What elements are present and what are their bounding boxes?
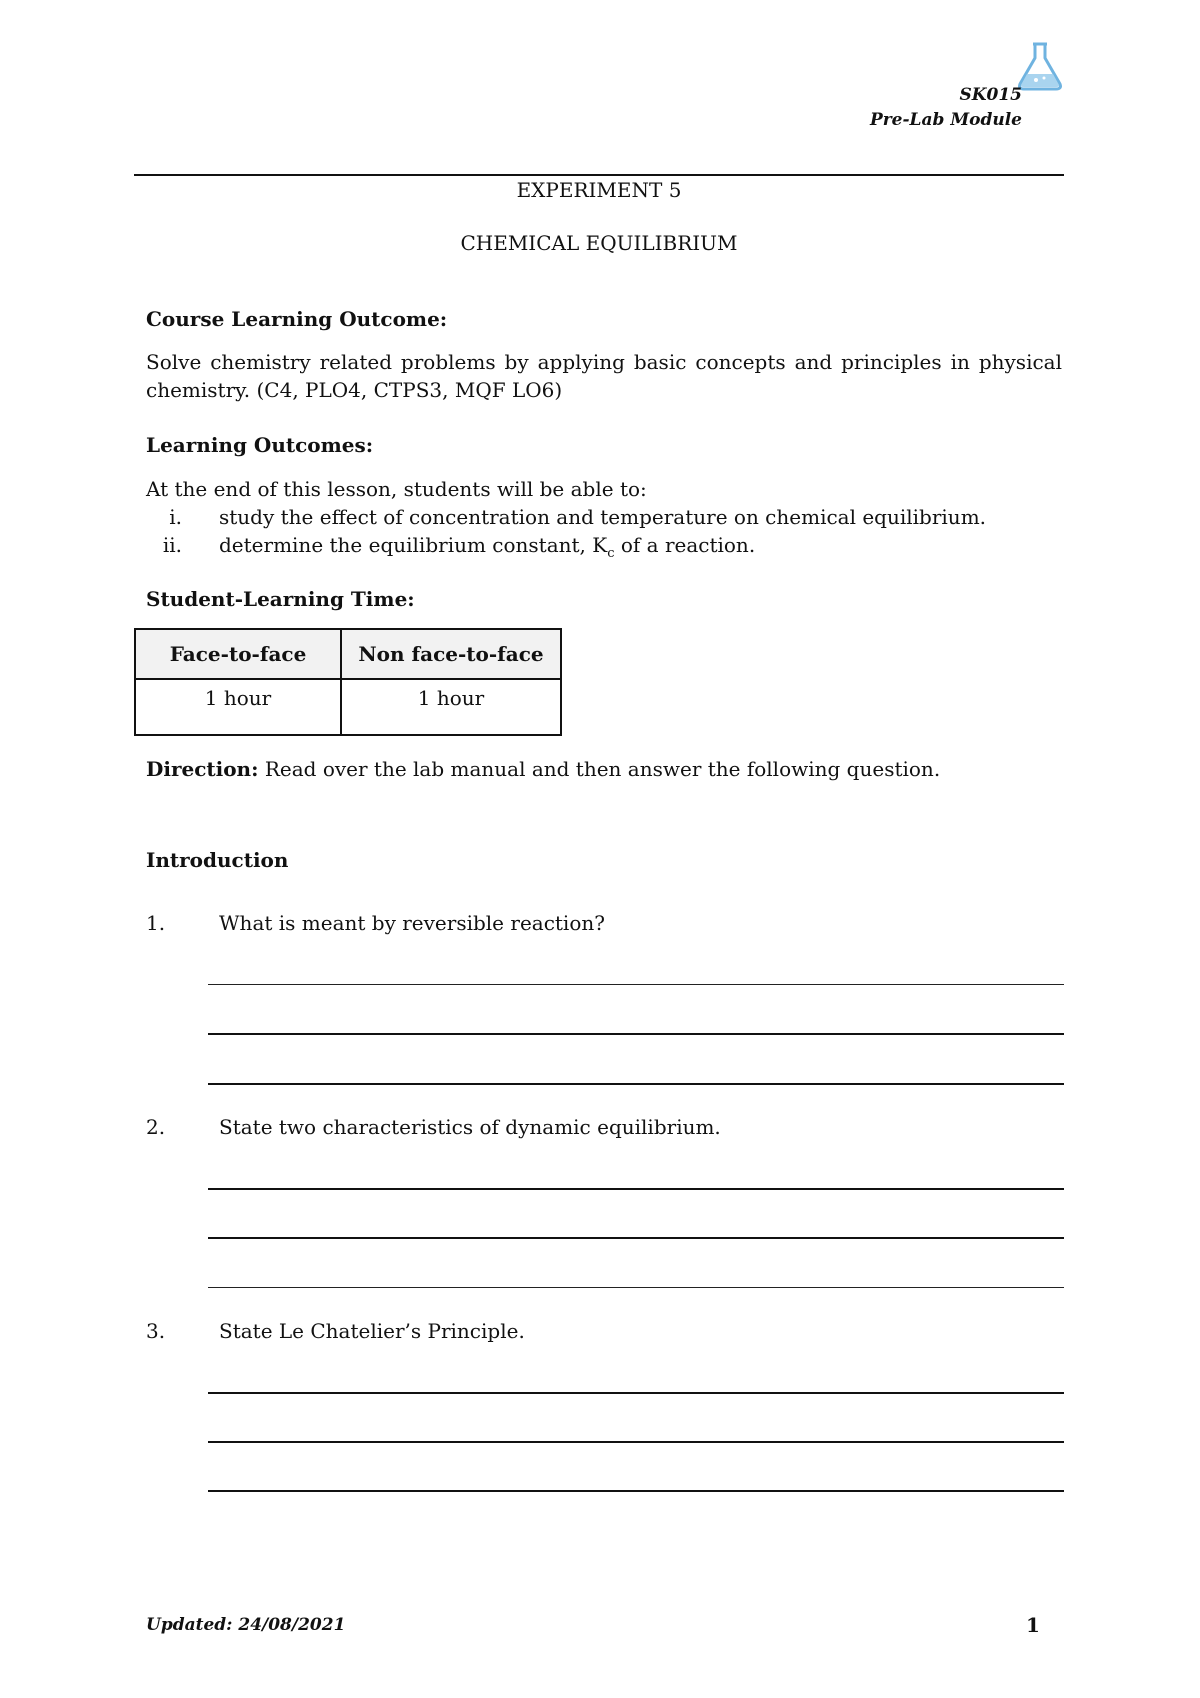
question-text: State Le Chatelier’s Principle. (219, 1319, 525, 1343)
direction-text: Read over the lab manual and then answer the following question. (258, 757, 941, 781)
lo-intro: At the end of this lesson, students will be able to: (146, 477, 647, 501)
lo-item-text: determine the equilibrium constant, K (219, 533, 608, 557)
table-cell: 1 hour (135, 679, 341, 735)
question-number: 1. (146, 911, 166, 935)
course-code: SK015 (959, 85, 1022, 105)
answer-line[interactable] (208, 1392, 1064, 1394)
kc-subscript: c (607, 546, 615, 561)
answer-line[interactable] (208, 1490, 1064, 1492)
lo-heading: Learning Outcomes: (146, 433, 374, 457)
slt-heading: Student-Learning Time: (146, 587, 415, 611)
header-divider (134, 174, 1064, 176)
answer-line[interactable] (208, 984, 1064, 985)
lo-item: study the effect of concentration and temperature on chemical equilibrium. (219, 505, 987, 529)
answer-line[interactable] (208, 1033, 1064, 1035)
lo-item (219, 531, 755, 568)
updated-date: Updated: 24/08/2021 (146, 1615, 346, 1635)
answer-line[interactable] (208, 1188, 1064, 1190)
clo-heading: Course Learning Outcome: (146, 307, 448, 331)
table-header-non-face-to-face: Non face-to-face (341, 629, 561, 679)
introduction-heading: Introduction (146, 848, 289, 872)
experiment-title: CHEMICAL EQUILIBRIUM (460, 231, 738, 255)
slt-table (134, 628, 562, 736)
experiment-number: EXPERIMENT 5 (516, 178, 682, 202)
flask-icon (1016, 40, 1064, 92)
module-name: Pre-Lab Module (869, 110, 1022, 130)
table-header-face-to-face: Face-to-face (135, 629, 341, 679)
table-row (135, 679, 561, 735)
answer-line[interactable] (208, 1083, 1064, 1085)
direction (146, 755, 940, 783)
question-text: What is meant by reversible reaction? (219, 911, 605, 935)
table-header-row (135, 629, 561, 679)
lo-item-text: of a reaction. (614, 533, 756, 557)
direction-label: Direction: (146, 757, 259, 781)
question-number: 2. (146, 1115, 166, 1139)
page-number: 1 (1026, 1613, 1040, 1637)
lo-marker: ii. (162, 533, 182, 557)
clo-text: Solve chemistry related problems by applying basic concepts and principles in physical chemistry. (C4, PLO4, CTPS3, MQF LO6) (146, 350, 1062, 402)
answer-line[interactable] (208, 1441, 1064, 1443)
question-text: State two characteristics of dynamic equilibrium. (219, 1115, 721, 1139)
lo-marker: i. (169, 505, 182, 529)
table-cell: 1 hour (341, 679, 561, 735)
answer-line[interactable] (208, 1287, 1064, 1288)
question-number: 3. (146, 1319, 166, 1343)
answer-line[interactable] (208, 1237, 1064, 1239)
